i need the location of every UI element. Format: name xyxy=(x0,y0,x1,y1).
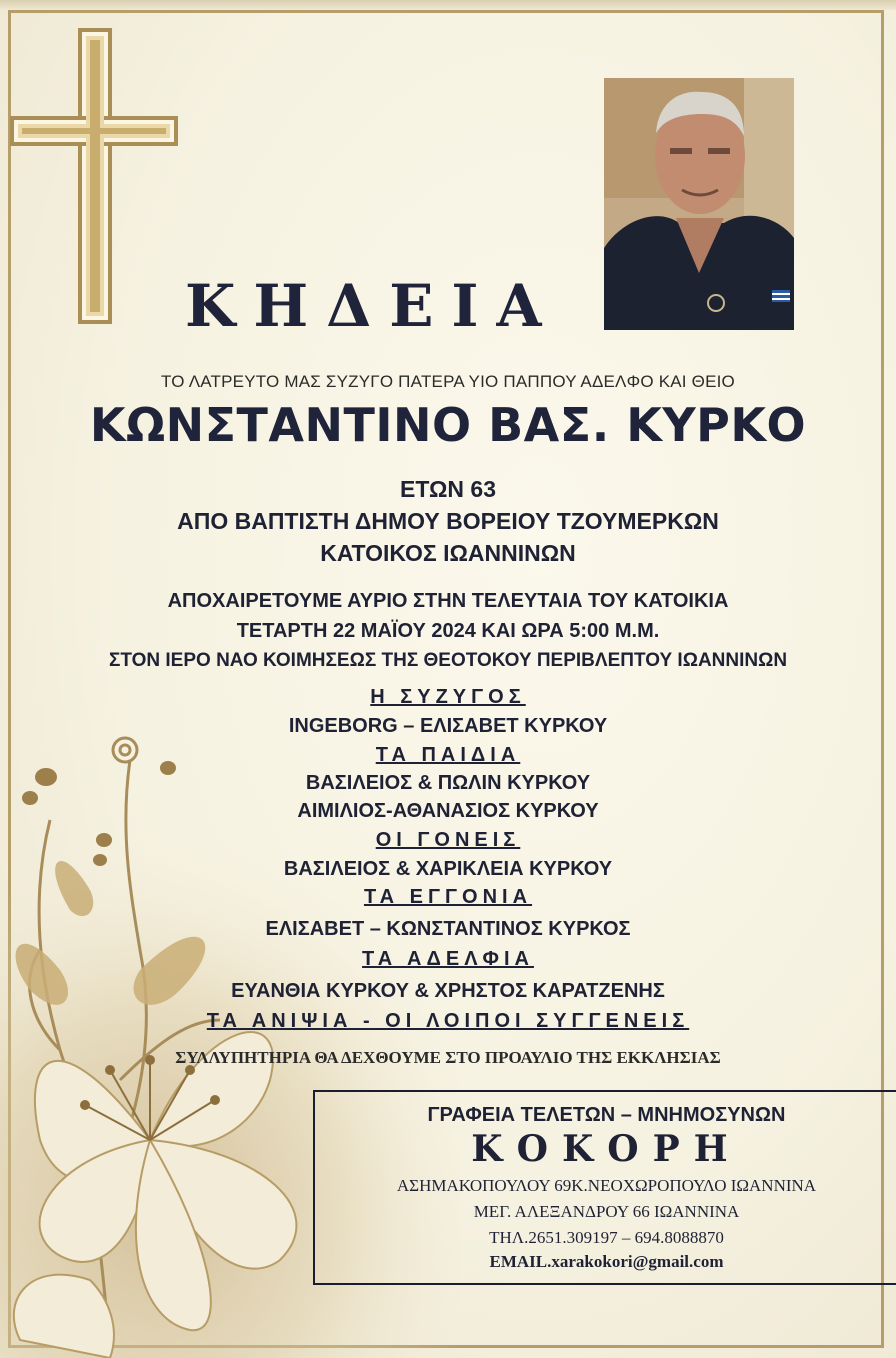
grandchildren-name: ΕΛΙΣΑΒΕΤ – ΚΩΝΣΤΑΝΤΙΝΟΣ ΚΥΡΚΟΣ xyxy=(265,918,631,940)
funeral-office-box xyxy=(313,1090,896,1285)
announcement-line-3: ΣΤΟΝ ΙΕΡΟ ΝΑΟ ΚΟΙΜΗΣΕΩΣ ΤΗΣ ΘΕΟΤΟΚΟΥ ΠΕΡΙΒΛΕΠΤΟΥ ΙΩΑΝΝΙΝΩΝ xyxy=(108,650,788,671)
parents-heading: ΟΙ ΓΟΝΕΙΣ xyxy=(375,829,521,851)
siblings-name: ΕΥΑΝΘΙΑ ΚΥΡΚΟΥ & ΧΡΗΣΤΟΣ ΚΑΡΑΤΖΕΝΗΣ xyxy=(231,980,665,1002)
spouse-heading: Η ΣΥΖΥΓΟΣ xyxy=(370,686,526,708)
residence-line: ΚΑΤΟΙΚΟΣ ΙΩΑΝΝΙΝΩΝ xyxy=(320,540,576,566)
grandchildren-heading: ΤΑ ΕΓΓΟΝΙΑ xyxy=(363,886,533,908)
office-address-2: ΜΕΓ. ΑΛΕΞΑΝΔΡΟΥ 66 ΙΩΑΝΝΙΝΑ xyxy=(473,1202,740,1221)
announcement-line-1: ΑΠΟΧΑΙΡΕΤΟΥΜΕ ΑΥΡΙΟ ΣΤΗΝ ΤΕΛΕΥΤΑΙΑ ΤΟΥ ΚΑΤΟΙΚΙΑ xyxy=(167,590,729,612)
paper-top-edge xyxy=(0,0,896,10)
office-email: EMAIL.xarakokori@gmail.com xyxy=(489,1252,724,1271)
parents-name: ΒΑΣΙΛΕΙΟΣ & ΧΑΡΙΚΛΕΙΑ ΚΥΡΚΟΥ xyxy=(283,858,613,880)
relatives-heading: ΤΑ ΑΝΙΨΙΑ - ΟΙ ΛΟΙΠΟΙ ΣΥΓΓΕΝΕΙΣ xyxy=(206,1010,690,1032)
siblings-heading: ΤΑ ΑΔΕΛΦΙΑ xyxy=(362,948,534,970)
intro-line: ΤΟ ΛΑΤΡΕΥΤΟ ΜΑΣ ΣΥΖΥΓΟ ΠΑΤΕΡΑ ΥΙΟ ΠΑΠΠΟΥ ΑΔΕΛΦΟ ΚΑΙ ΘΕΙΟ xyxy=(161,372,735,391)
children-name-2: ΑΙΜΙΛΙΟΣ-ΑΘΑΝΑΣΙΟΣ ΚΥΡΚΟΥ xyxy=(297,800,599,822)
office-title: ΓΡΑΦΕΙΑ ΤΕΛΕΤΩΝ – ΜΝΗΜΟΣΥΝΩΝ xyxy=(427,1104,786,1126)
office-phone: ΤΗΛ.2651.309197 – 694.8088870 xyxy=(489,1228,724,1247)
spouse-name: INGEBORG – ΕΛΙΣΑΒΕΤ ΚΥΡΚΟΥ xyxy=(288,715,608,737)
announcement-line-2: ΤΕΤΑΡΤΗ 22 ΜΑΪΟΥ 2024 ΚΑΙ ΩΡΑ 5:00 Μ.Μ. xyxy=(236,620,660,642)
origin-line: ΑΠΟ ΒΑΠΤΙΣΤΗ ΔΗΜΟΥ ΒΟΡΕΙΟΥ ΤΖΟΥΜΕΡΚΩΝ xyxy=(177,508,719,534)
office-address-1: ΑΣΗΜΑΚΟΠΟΥΛΟΥ 69Κ.ΝΕΟΧΩΡΟΠΟΥΛΟ ΙΩΑΝΝΙΝΑ xyxy=(396,1176,817,1195)
age-line: ΕΤΩΝ 63 xyxy=(400,476,496,502)
deceased-name: ΚΩΝΣΤΑΝΤΙΝΟ ΒΑΣ. ΚΥΡΚΟ xyxy=(89,398,807,452)
condolences-line: ΣΥΛΛΥΠΗΤΗΡΙΑ ΘΑ ΔΕΧΘΟΥΜΕ ΣΤΟ ΠΡΟΑΥΛΙΟ ΤΗΣ ΕΚΚΛΗΣΙΑΣ xyxy=(175,1048,721,1067)
cross-icon xyxy=(8,26,180,326)
children-heading: ΤΑ ΠΑΙΔΙΑ xyxy=(375,744,521,766)
children-name-1: ΒΑΣΙΛΕΙΟΣ & ΠΩΛΙΝ ΚΥΡΚΟΥ xyxy=(305,772,591,794)
page-title: ΚΗΔΕΙΑ xyxy=(185,272,560,340)
office-name: ΚΟΚΟΡΗ xyxy=(471,1128,742,1170)
deceased-photo xyxy=(604,78,794,330)
